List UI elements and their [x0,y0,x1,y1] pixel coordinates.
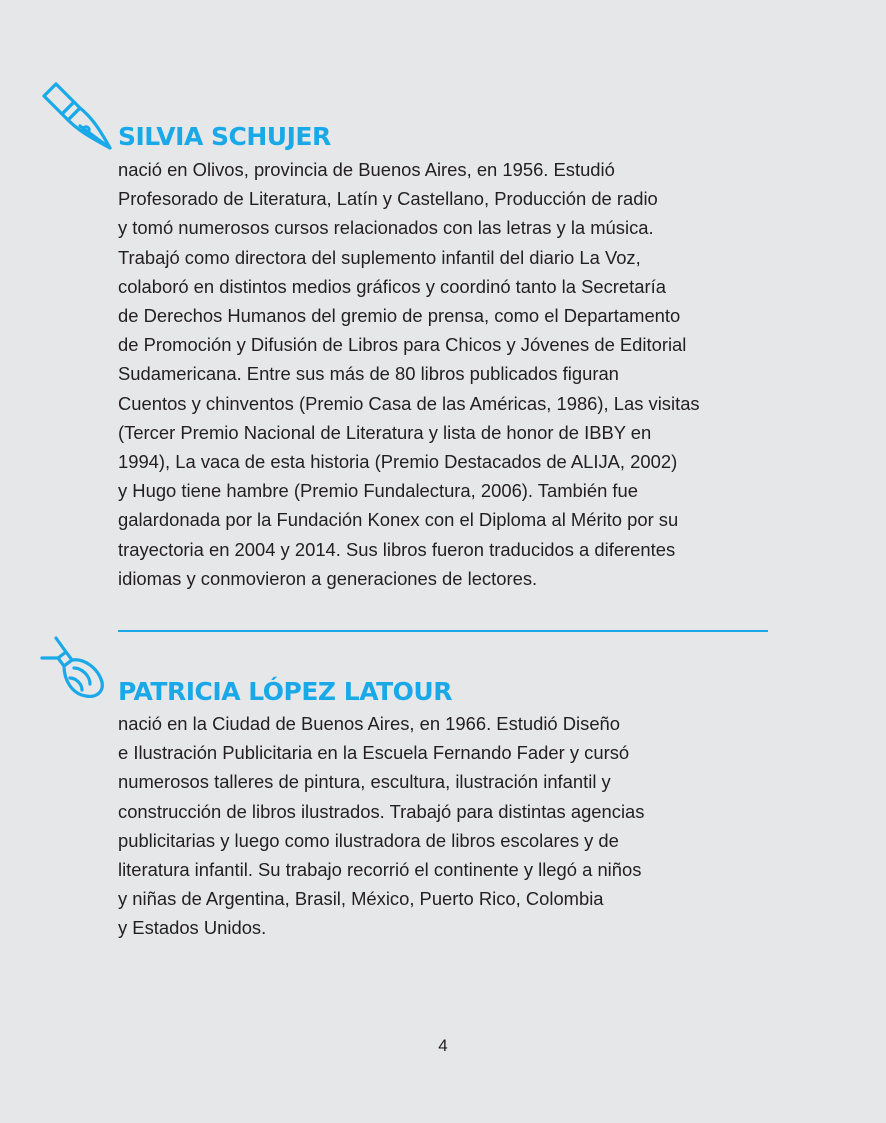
bio-line: Sudamericana. Entre sus más de 80 libros publicados figuran [118,363,619,385]
author-bio-silvia-schujer [118,155,778,593]
section-divider [118,630,768,632]
author-bio-patricia-lopez-latour [118,709,778,943]
bio-line: trayectoria en 2004 y 2014. Sus libros fueron traducidos a diferentes [118,538,676,560]
bio-line: nació en Olivos, provincia de Buenos Aires, en 1956. Estudió [118,159,615,180]
bio-line: Cuentos y chinventos (Premio Casa de las Américas, 1986), Las visitas [118,392,700,414]
bio-line: (Tercer Premio Nacional de Literatura y lista de honor de IBBY en [118,421,652,443]
bio-line: nació en la Ciudad de Buenos Aires, en 1966. Estudió Diseño [118,713,620,734]
bio-line: y tomó numerosos cursos relacionados con las letras y la música. [118,217,654,239]
author-name-silvia-schujer: SILVIA SCHUJER [118,122,331,151]
bio-line: galardonada por la Fundación Konex con el Diploma al Mérito por su [118,509,679,531]
bio-line: idiomas y conmovieron a generaciones de lectores. [118,567,538,589]
bio-line: de Promoción y Difusión de Libros para Chicos y Jóvenes de Editorial [118,334,687,356]
bio-line: numerosos talleres de pintura, escultura, ilustración infantil y [118,771,611,793]
bio-line: y niñas de Argentina, Brasil, México, Puerto Rico, Colombia [118,888,604,910]
bio-line: de Derechos Humanos del gremio de prensa, como el Departamento [118,305,681,327]
bio-line: construcción de libros ilustrados. Trabajó para distintas agencias [118,800,645,822]
bio-line: Profesorado de Literatura, Latín y Castellano, Producción de radio [118,188,658,210]
bio-line: e Ilustración Publicitaria en la Escuela Fernando Fader y cursó [118,742,630,764]
author-name-patricia-lopez-latour: PATRICIA LÓPEZ LATOUR [118,677,452,706]
bio-line: literatura infantil. Su trabajo recorrió el continente y llegó a niños [118,859,642,881]
bio-line: Trabajó como directora del suplemento infantil del diario La Voz, [118,246,641,268]
bio-line: 1994), La vaca de esta historia (Premio Destacados de ALIJA, 2002) [118,451,678,473]
bio-line: y Estados Unidos. [118,917,267,939]
page-number: 4 [438,1036,448,1055]
fountain-pen-icon [40,82,114,152]
bio-line: y Hugo tiene hambre (Premio Fundalectura, 2006). También fue [118,480,638,502]
bio-line: publicitarias y luego como ilustradora de libros escolares y de [118,829,619,851]
bio-line: colaboró en distintos medios gráficos y coordinó tanto la Secretaría [118,275,666,297]
paintbrush-icon [40,636,108,700]
